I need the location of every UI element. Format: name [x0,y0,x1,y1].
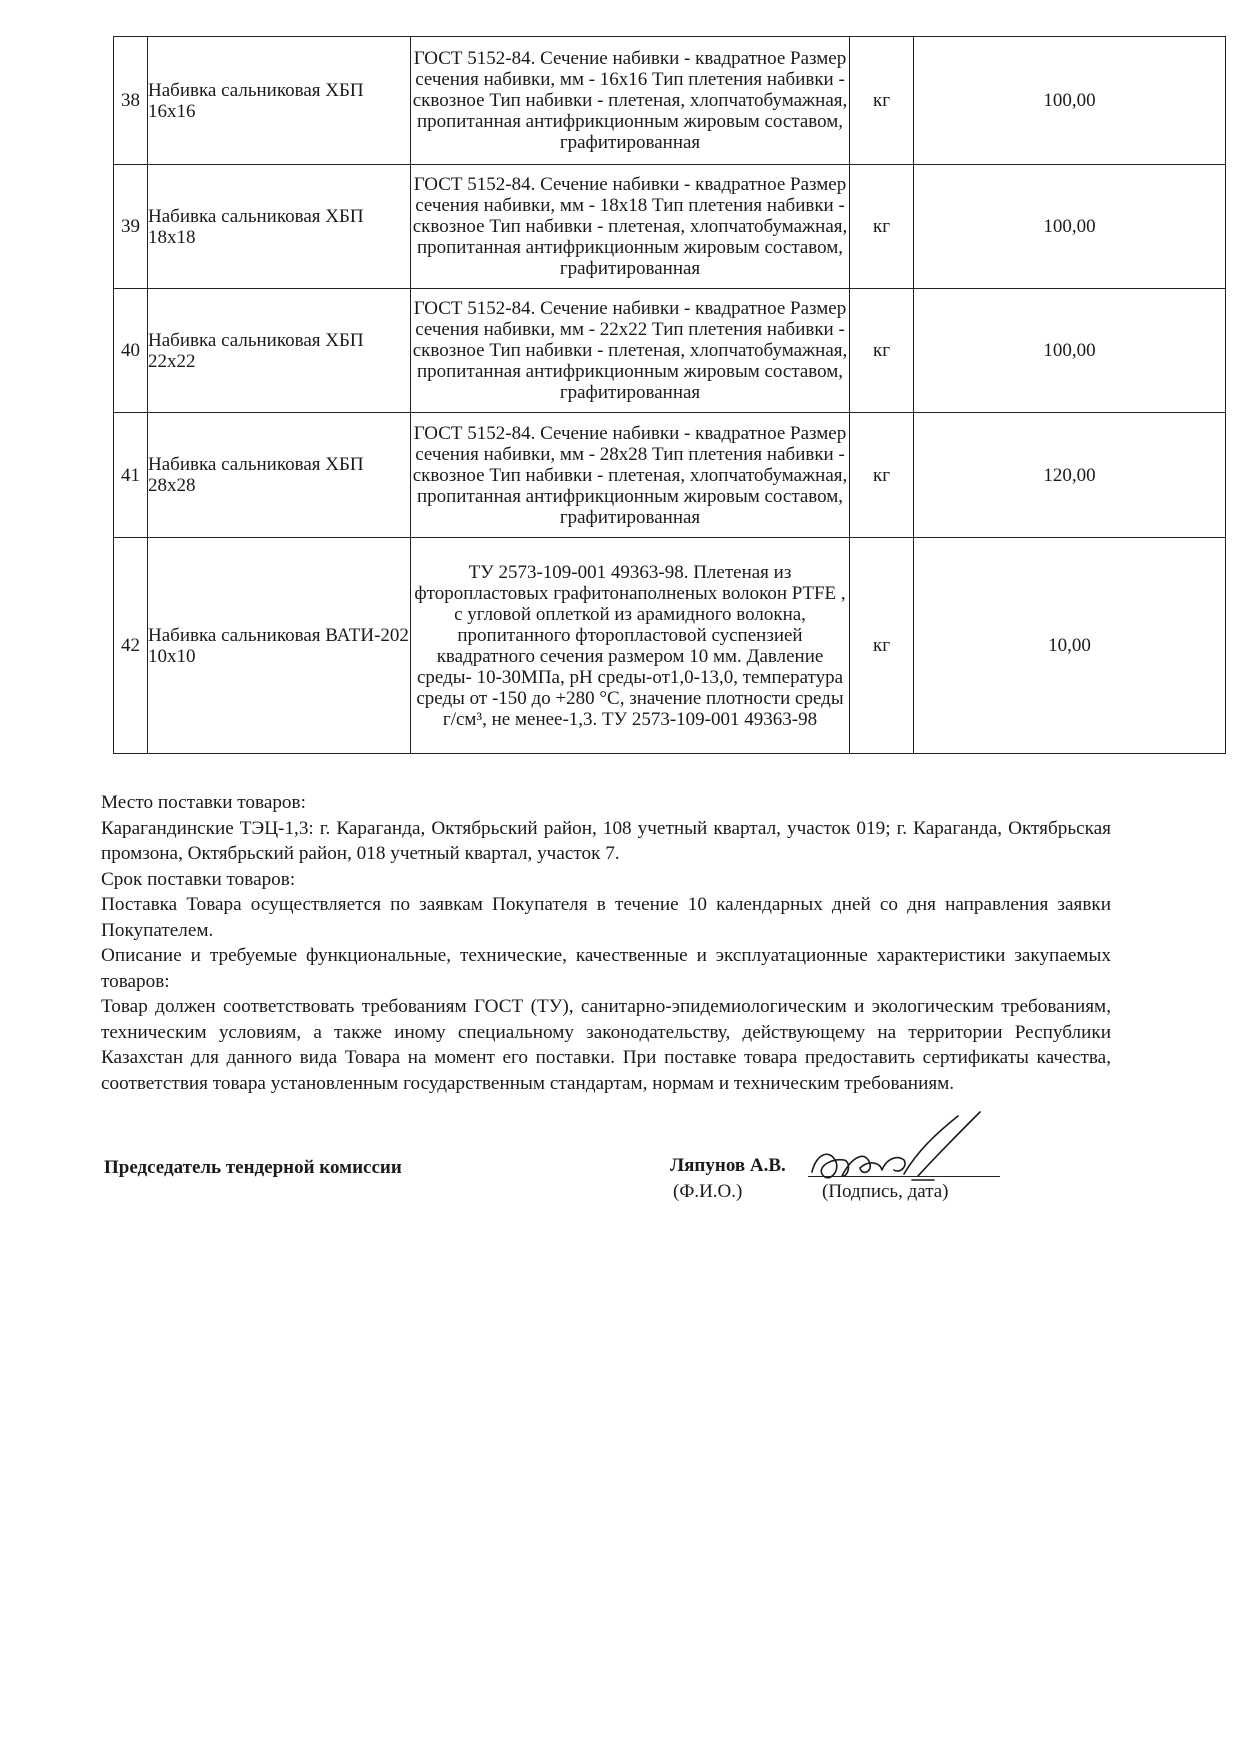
items-table-body [114,37,1226,754]
item-name: Набивка сальниковая ВАТИ-202 10х10 [148,538,411,754]
delivery-time-heading: Срок поставки товаров: [101,868,296,890]
item-unit: кг [850,289,914,413]
item-description: ГОСТ 5152-84. Сечение набивки - квадратное Размер сечения набивки, мм - 28х28 Тип плетения набивки - сквозное Тип набивки - плетеная, хлопчатобумажная, пропитанная антифрикционным жировым составом, графитированная [411,413,850,538]
item-name: Набивка сальниковая ХБП 16х16 [148,37,411,165]
table-row [114,538,1226,754]
table-row [114,289,1226,413]
chairman-name: Ляпунов А.В. [670,1155,786,1176]
fio-caption: (Ф.И.О.) [673,1181,743,1202]
delivery-place-heading: Место поставки товаров: [101,792,306,813]
signature-caption: (Подпись, дата) [822,1181,949,1202]
item-unit: кг [850,165,914,289]
item-name: Набивка сальниковая ХБП 28х28 [148,413,411,538]
table-row [114,165,1226,289]
delivery-time: Поставка Товара осуществляется по заявкам Покупателя в течение 10 календарных дней со дня направления заявки Покупателем. [101,894,1111,941]
item-quantity: 10,00 [914,538,1226,754]
item-quantity: 120,00 [914,413,1226,538]
item-description: ТУ 2573-109-001 49363-98. Плетеная из фторопластовых графитонаполненых волокон PTFE , с угловой оплеткой из арамидного волокна, пропитанного фторопластовой суспензией квадратного сечения размером 10 мм. Давление среды- 10-30МПа, рН среды-от1,0-13,0, температура среды от -150 до +280 °С, значение плотности среды г/см³, не менее-1,3. ТУ 2573-109-001 49363-98 [411,538,850,754]
item-name: Набивка сальниковая ХБП 18х18 [148,165,411,289]
table-row [114,37,1226,165]
item-number: 40 [114,289,148,413]
item-number: 41 [114,413,148,538]
requirements: Товар должен соответствовать требованиям ГОСТ (ТУ), санитарно-эпидемиологическим и экологическим требованиям, техническим условиям, а также иному специальному законодательству, действующему на территории Республики Казахстан для данного вида Товара на момент его поставки. При поставке товара предоставить сертификаты качества, соответствия товара установленным государственным стандартам, нормам и техническим требованиям. [101,996,1111,1094]
table-row [114,413,1226,538]
items-table [113,36,1226,754]
item-quantity: 100,00 [914,289,1226,413]
delivery-place: Карагандинские ТЭЦ-1,3: г. Караганда, Октябрьский район, 108 учетный квартал, участок 019; г. Караганда, Октябрьская промзона, Октябрьский район, 018 учетный квартал, участок 7. [101,817,1111,864]
item-number: 42 [114,538,148,754]
item-name: Набивка сальниковая ХБП 22х22 [148,289,411,413]
item-unit: кг [850,37,914,165]
item-unit: кг [850,538,914,754]
terms-text [101,790,1111,1096]
item-number: 38 [114,37,148,165]
item-description: ГОСТ 5152-84. Сечение набивки - квадратное Размер сечения набивки, мм - 16х16 Тип плетения набивки - сквозное Тип набивки - плетеная, хлопчатобумажная, пропитанная антифрикционным жировым составом, графитированная [411,37,850,165]
item-unit: кг [850,413,914,538]
item-description: ГОСТ 5152-84. Сечение набивки - квадратное Размер сечения набивки, мм - 22х22 Тип плетения набивки - сквозное Тип набивки - плетеная, хлопчатобумажная, пропитанная антифрикционным жировым составом, графитированная [411,289,850,413]
requirements-heading: Описание и требуемые функциональные, технические, качественные и эксплуатационные характеристики закупаемых товаров: [101,945,1111,992]
item-number: 39 [114,165,148,289]
item-description: ГОСТ 5152-84. Сечение набивки - квадратное Размер сечения набивки, мм - 18х18 Тип плетения набивки - сквозное Тип набивки - плетеная, хлопчатобумажная, пропитанная антифрикционным жировым составом, графитированная [411,165,850,289]
item-quantity: 100,00 [914,165,1226,289]
chairman-title: Председатель тендерной комиссии [104,1157,402,1178]
item-quantity: 100,00 [914,37,1226,165]
